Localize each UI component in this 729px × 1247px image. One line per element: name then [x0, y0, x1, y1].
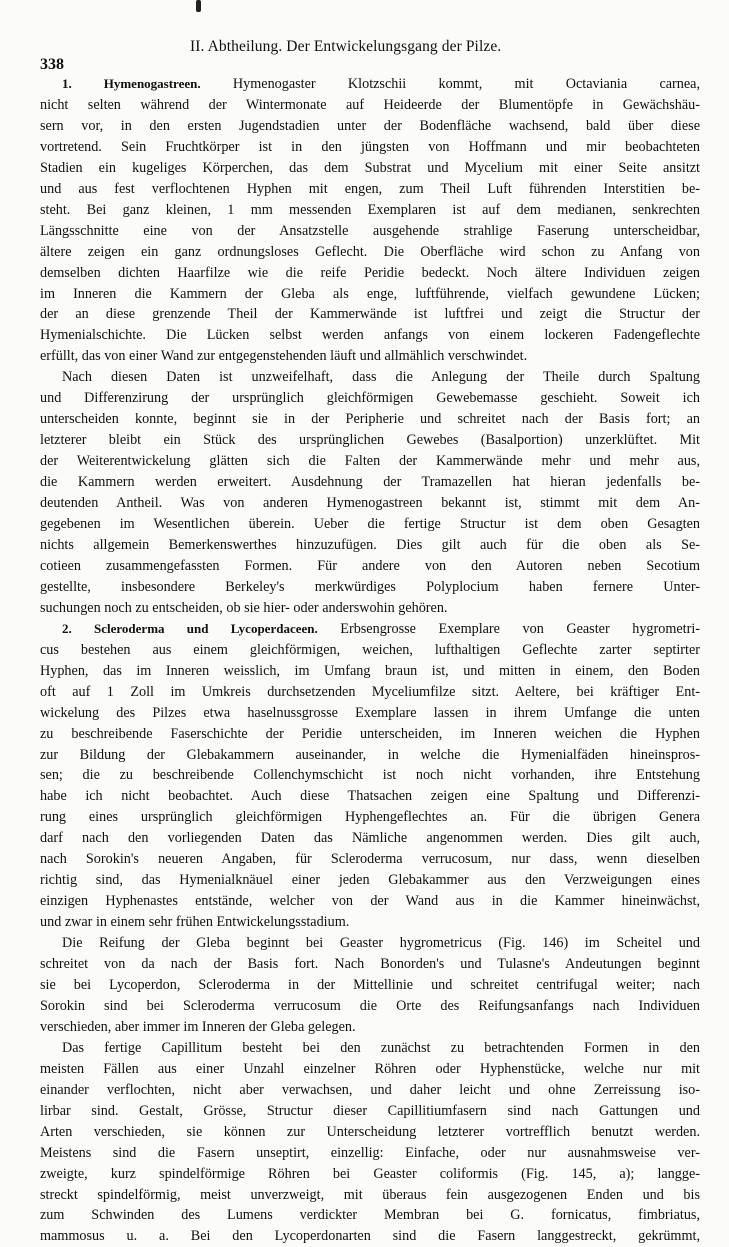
book-page [40, 38, 700, 1247]
page-header [40, 38, 700, 74]
text-line [40, 137, 700, 158]
line-text: zu beschreibende Faserschichte der Peridie unterscheiden, im Inneren weichen die Hyphen [40, 725, 700, 742]
line-text: gegebenen im Wesentlichen überein. Ueber die fertige Structur ist dem oben Gesagten [40, 516, 700, 533]
line-text: suchungen noch zu entscheiden, ob sie hier- oder anderswohin gehören. [40, 599, 448, 616]
ink-blot [196, 0, 201, 12]
text-line [40, 74, 700, 95]
text-line [40, 807, 700, 828]
text-line [40, 1059, 700, 1080]
line-text: zweigte, kurz spindelförmige Röhren bei Geaster coliformis (Fig. 145, a); langge- [40, 1165, 700, 1182]
text-line [40, 661, 700, 682]
text-line [40, 346, 700, 367]
line-text: demselben dichten Haarfilze wie die reife Peridie bedeckt. Noch ältere Individuen zeigen [40, 264, 700, 281]
line-text: richtig sind, das Hymenialknäuel einer jeden Glebakammer aus den Verzweigungen eines [40, 872, 700, 889]
text-line [40, 514, 700, 535]
line-text: sie bei Lycoperdon, Scleroderma in der Mittellinie und schreitet centrifugal weiter; nach [40, 976, 700, 993]
text-line [40, 765, 700, 786]
text-line [40, 933, 700, 954]
line-text: oft auf 1 Zoll im Umkreis durchsetzenden Myceliumfilze sitzt. Aeltere, bei kräftiger Ent- [40, 683, 700, 700]
page-number: 338 [40, 56, 64, 73]
line-text: Hyphen, das im Inneren weisslich, im Umfang braun ist, und mitten in einem, den Boden [40, 662, 700, 679]
line-text: einander verflochten, nicht aber verwachsen, und daher leicht und ohne Zerreissung iso- [40, 1081, 700, 1098]
text-line [40, 493, 700, 514]
line-text: zur Bildung der Glebakammern auseinander, in welche die Hymenialfäden hineinspros- [40, 746, 700, 763]
text-line [40, 1143, 700, 1164]
line-text: habe ich nicht beobachtet. Auch diese Thatsachen zeigen eine Spaltung und Differenzi- [40, 788, 700, 805]
line-text: Erbsengrosse Exemplare von Geaster hygrometri- [317, 620, 700, 637]
line-text: der an diese grenzende Theil der Kammerwände ist luftfrei und zeigt die Structur der [40, 306, 700, 323]
line-text: erfüllt, das von einer Wand zur entgegenstehenden läuft und allmählich verschwindet. [40, 348, 528, 365]
text-line [40, 388, 700, 409]
text-line [40, 430, 700, 451]
line-text: meisten Fällen aus einer Unzahl einzelner Röhren oder Hyphenstücke, welche nur mit [40, 1060, 700, 1077]
line-text: die Kammern werden erweitert. Ausdehnung der Tramazellen hat hieran jedenfalls be- [40, 474, 700, 491]
text-line [40, 221, 700, 242]
line-text: verschieden, aber immer im Inneren der Gleba gelegen. [40, 1018, 356, 1035]
line-text: mammosus u. a. Bei den Lycoperdonarten sind die Fasern langgestreckt, gekrümmt, [40, 1228, 700, 1245]
line-text: der Weiterentwickelung glätten sich die Falten der Kammerwände mehr und mehr aus, [40, 453, 700, 470]
line-text: ältere zeigen ein ganz ordnungsloses Geflecht. Die Oberfläche wird schon zu Anfang von [40, 243, 700, 260]
line-text: sern vor, in den ersten Jugendstadien unter der Bodenfläche wachsend, bald über diese [40, 117, 700, 134]
line-text: Stadien ein kugeliges Körperchen, das dem Substrat und Mycelium mit einer Seite ansitzt [40, 159, 700, 176]
text-line [40, 409, 700, 430]
text-line [40, 1205, 700, 1226]
text-line [40, 954, 700, 975]
text-line [40, 724, 700, 745]
text-line [40, 1017, 700, 1038]
line-text: und zwar in einem sehr frühen Entwickelungsstadium. [40, 914, 350, 931]
line-text: wickelung des Pilzes etwa haselnussgrosse Exemplare lassen in ihrem Umfange die unten [40, 704, 700, 721]
text-line [40, 870, 700, 891]
line-text: zum Schwinden des Lumens verdickter Membran bei G. fornicatus, fimbriatus, [40, 1207, 700, 1224]
line-text: und aus fest verflochtenen Hyphen mit engen, zum Theil Luft führenden Interstitien be- [40, 180, 700, 197]
line-text: im Inneren die Kammern der Gleba als enge, luftführende, vielfach gewundene Lücken; [40, 285, 700, 302]
text-line [40, 158, 700, 179]
text-line [40, 263, 700, 284]
text-line [40, 1164, 700, 1185]
text-line [40, 1122, 700, 1143]
line-text: Längsschnitte eine von der Ansatzstelle ausgehende strahlige Faserung unterscheidbar, [40, 222, 700, 239]
running-title: II. Abtheilung. Der Entwickelungsgang der Pilze. [190, 38, 502, 55]
line-text: einzigen Hyphenastes entstände, welcher von der Wand aus in die Kammer hineinwächst, [40, 893, 700, 910]
line-text: letzterer bleibt ein Stück des ursprünglichen Gewebes (Basalportion) unzerklüftet. Mit [40, 432, 700, 449]
text-line [40, 242, 700, 263]
text-line [40, 200, 700, 221]
text-line [40, 577, 700, 598]
line-text: rung eines ursprünglich gleichförmigen Hyphengeflechtes an. Für die übrigen Genera [40, 809, 700, 826]
line-text: und Differenzirung der ursprünglich gleichförmigen Gewebemasse geschieht. Soweit ich [40, 390, 700, 407]
text-line [40, 1038, 700, 1059]
line-text: Das fertige Capillitum besteht bei den zunächst zu betrachtenden Formen in den [62, 1039, 700, 1056]
line-text: schreitet von da nach der Basis fort. Nach Bonorden's und Tulasne's Andeutungen beginnt [40, 956, 700, 973]
text-line [40, 1101, 700, 1122]
line-text: streckt spindelförmig, meist unverzweigt, mit überaus fein ausgezogenen Enden und bis [40, 1186, 700, 1203]
line-text: vortretend. Sein Fruchtkörper ist in den jüngsten von Hoffmann und mir beobachteten [40, 138, 700, 155]
line-text: Die Reifung der Gleba beginnt bei Geaster hygrometricus (Fig. 146) im Scheitel und [62, 935, 700, 952]
text-line [40, 116, 700, 137]
line-text: Sorokin sind bei Scleroderma verrucosum die Orte des Reifungsanfangs nach Individuen [40, 997, 700, 1014]
text-line [40, 179, 700, 200]
line-text: Hymenogaster Klotzschii kommt, mit Octaviania carnea, [200, 76, 700, 92]
text-line [40, 556, 700, 577]
text-line [40, 849, 700, 870]
text-line [40, 828, 700, 849]
line-text: Meistens sind die Fasern unseptirt, einzellig: Einfache, oder nur ausnahmsweise ver- [40, 1144, 700, 1161]
text-line [40, 912, 700, 933]
text-line [40, 640, 700, 661]
line-text: Hymenialschichte. Die Lücken selbst werden anfangs von einem lockeren Fadengeflechte [40, 327, 700, 344]
line-text: darf nach den vorliegenden Daten das Nämliche angenommen werden. Dies gilt auch, [40, 830, 700, 847]
text-line [40, 891, 700, 912]
text-line [40, 304, 700, 325]
section-heading: 2. Scleroderma und Lycoperdaceen. [62, 620, 318, 636]
text-line [40, 682, 700, 703]
text-line [40, 451, 700, 472]
text-line [40, 284, 700, 305]
text-line [40, 535, 700, 556]
text-line [40, 1080, 700, 1101]
text-line [40, 598, 700, 619]
line-text: lirbar sind. Gestalt, Grösse, Structur dieser Capillitiumfasern sind nach Gattungen und [40, 1102, 700, 1119]
text-line [40, 1185, 700, 1206]
line-text: cus bestehen aus einem gleichförmigen, weichen, lufthaltigen Geflechte zarter septirter [40, 641, 700, 658]
section-heading: 1. Hymenogastreen. [62, 76, 201, 91]
text-line [40, 619, 700, 640]
line-text: nichts allgemein Bemerkenswerthes hinzuzufügen. Dies gilt auch für die oben als Se- [40, 536, 700, 553]
line-text: nicht selten während der Wintermonate auf Heideerde der Blumentöpfe in Gewächshäu- [40, 96, 700, 113]
line-text: gestellte, insbesondere Berkeley's merkwürdiges Polyplocium haben fernere Unter- [40, 578, 700, 595]
text-line [40, 996, 700, 1017]
text-line [40, 472, 700, 493]
line-text: steht. Bei ganz kleinen, 1 mm messenden Exemplaren ist auf dem medianen, senkrechten [40, 201, 700, 218]
text-line [40, 975, 700, 996]
line-text: unterscheiden konnte, beginnt sie in der Peripherie und schreitet nach der Basis fort; an [40, 411, 700, 428]
line-text: Nach diesen Daten ist unzweifelhaft, dass die Anlegung der Theile durch Spaltung [62, 369, 700, 386]
text-line [40, 95, 700, 116]
line-text: nach Sorokin's neueren Angaben, für Scleroderma verrucosum, nur dass, wenn dieselben [40, 851, 700, 868]
text-line [40, 325, 700, 346]
line-text: cotieen zusammengefassten Formen. Für andere von den Autoren neben Secotium [40, 557, 700, 574]
text-line [40, 745, 700, 766]
line-text: deutenden Antheil. Was von anderen Hymenogastreen bekannt ist, stimmt mit dem An- [40, 495, 700, 512]
line-text: sen; die zu beschreibende Collenchymschicht ist noch nicht vorhanden, ihre Entstehung [40, 767, 700, 784]
line-text: Arten verschieden, sie können zur Unterscheidung letzterer vortrefflich benutzt werden. [40, 1123, 700, 1140]
text-line [40, 367, 700, 388]
text-line [40, 703, 700, 724]
text-line [40, 786, 700, 807]
text-line [40, 1226, 700, 1247]
body-text [40, 74, 700, 1247]
